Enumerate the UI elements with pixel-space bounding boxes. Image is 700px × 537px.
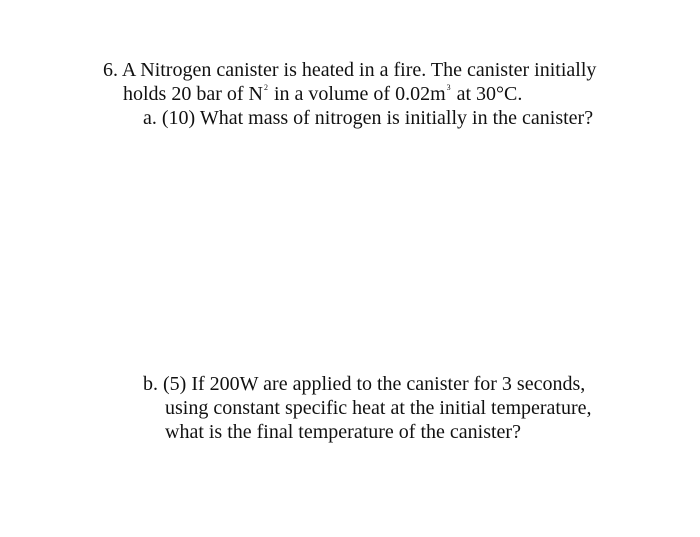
problem-number: 6. bbox=[103, 59, 118, 81]
part-b-question-line-1: b. (5) If 200W are applied to the canister for 3 seconds, bbox=[143, 373, 586, 395]
problem-text-line-2-start: holds 20 bar of N bbox=[123, 83, 263, 105]
problem-statement-line-1 bbox=[103, 58, 596, 82]
cubic-meter-exponent: 3 bbox=[446, 83, 451, 92]
problem-text-line-2-end: at 30°C. bbox=[451, 83, 523, 105]
part-b-question-line-2: using constant specific heat at the initial temperature, bbox=[165, 397, 592, 419]
part-a-question: a. (10) What mass of nitrogen is initially in the canister? bbox=[143, 107, 594, 129]
problem-text-line-1: A Nitrogen canister is heated in a fire. The canister initially bbox=[121, 59, 597, 81]
nitrogen-subscript: 2 bbox=[263, 83, 268, 92]
problem-text-line-2-middle: in a volume of 0.02m bbox=[268, 83, 446, 105]
problem-statement-line-2 bbox=[123, 82, 522, 106]
part-b-question-line-3: what is the final temperature of the canister? bbox=[165, 421, 521, 443]
